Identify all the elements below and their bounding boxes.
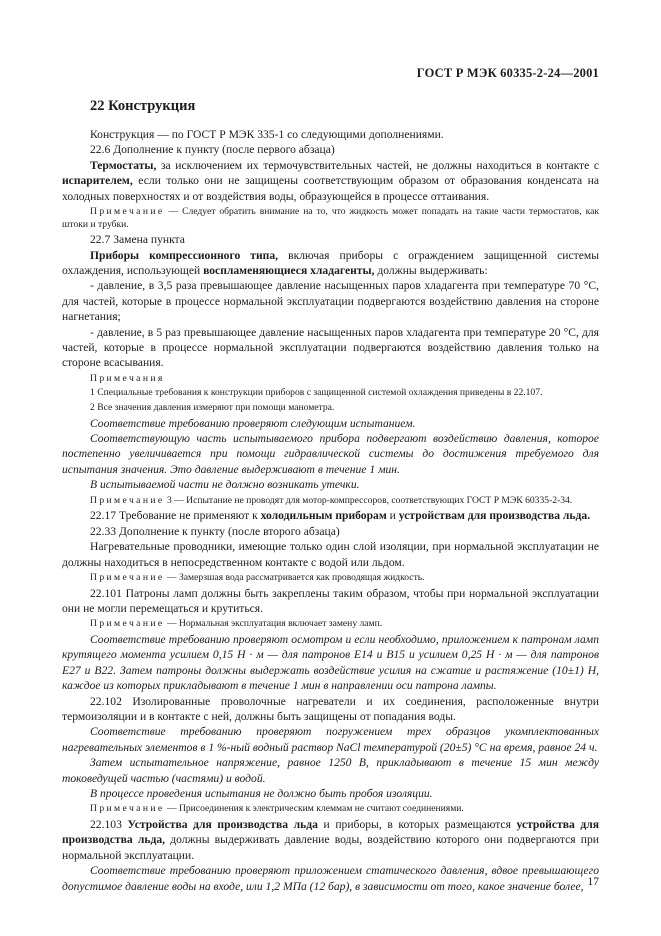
note-6: Примечание — Нормальная эксплуатация включает замену ламп. — [90, 618, 383, 630]
clause-22-101: 22.101 Патроны ламп должны быть закреплены таким образом, чтобы при нормальной эксплуатации они не могли перемещаться и крутиться. — [62, 586, 599, 615]
compliance-result-1: В испытываемой части не должно возникать утечки. — [90, 478, 360, 492]
paragraph-compression-appliances: Приборы компрессионного типа, включая приборы с ограждением защищенной системы охлаждения, использующей воспламеняющиеся хладагенты, должны выдерживать: — [62, 248, 599, 278]
note-1: Примечание — Следует обратить внимание на то, что жидкость может попадать на такие части термостатов, как штоки и трубки. — [62, 206, 599, 230]
paragraph-1: Конструкция — по ГОСТ Р МЭК 335-1 со следующими дополнениями. — [90, 128, 444, 141]
clause-22-103: 22.103 Устройства для производства льда и приборы, в которых размещаются устройства для производства льда, должны выдерживать давление воды, воздействию которого они подвергаются при нормальной эксплуатации. — [62, 817, 599, 862]
page-body — [62, 127, 599, 894]
clause-22-102: 22.102 Изолированные проволочные нагреватели и их соединения, расположенные внутри термоизоляции и в контакте с ней, должны быть защищены от попадания воды. — [62, 694, 599, 723]
compliance-static-pressure: Соответствие требованию проверяют приложением статического давления, вдвое превышающего допустимое давление воды на входе, или 1,2 МПа (12 бар), в зависимости от того, какое значение более, — [62, 864, 599, 893]
clause-22-17: 22.17 Требование не применяют к холодильным приборам и устройствам для производства льда. — [90, 509, 591, 523]
notes-label: Примечания — [90, 372, 165, 384]
paragraph-thermostats: Термостаты, за исключением их термочувствительных частей, не должны находиться в контакте с испарителем, если только они не защищены соответствующим образом от образования конденсата на холодных поверхностях и от воздействия воды, образующейся в процессе оттаивания. — [62, 158, 599, 203]
compliance-lampholders: Соответствие требованию проверяют осмотром и если необходимо, приложением к патронам ламп крутящего момента усилием 0,15 Н · м — для патронов Е14 и В15 и усилием 0,25 Н · м — для патронов Е27 и В22. Затем патроны должны выдержать воздействие усилия на сжатие и растяжение (10±1) Н, каждое из которых прикладывают в течение 1 мин в направлении оси патрона лампы. — [62, 632, 599, 693]
paragraph-pressure-20: - давление, в 5 раз превышающее давление насыщенных паров хладагента при температуре 20 °С, для частей, которые в процессе нормальной эксплуатации подвергаются воздействию давления только на стороне всасывания. — [62, 325, 599, 370]
compliance-immersion: Соответствие требованию проверяют погружением трех образцов укомплектованных нагревательных элементов в 1 %-ный водный раствор NaCl температурой (20±5) °С на время, равное 24 ч. — [62, 725, 599, 754]
note-2: 1 Специальные требования к конструкции приборов с защищенной системой охлаждения приведены в 22.107. — [90, 387, 543, 399]
note-5: Примечание — Замерзшая вода рассматривается как проводящая жидкость. — [90, 571, 425, 583]
paragraph-heating-conductors: Нагревательные проводники, имеющие только один слой изоляции, при нормальной эксплуатации не должны находиться в непосредственном контакте с водой или льдом. — [62, 540, 599, 569]
clause-22-33-heading: 22.33 Дополнение к пункту (после второго абзаца) — [90, 524, 340, 538]
note-4: Примечание 3 — Испытание не проводят для мотор-компрессоров, соответствующих ГОСТ Р МЭК 60335-2-34. — [90, 494, 573, 506]
page-number: 17 — [587, 876, 599, 888]
compliance-check-1: Соответствие требованию проверяют следующим испытанием. — [90, 416, 416, 430]
paragraph-pressure-70: - давление, в 3,5 раза превышающее давление насыщенных паров хладагента при температуре 70 °С, для частей, которые в процессе нормальной эксплуатации подвергаются воздействию давления на стороне нагнетания; — [62, 279, 599, 324]
note-7: Примечание — Присоединения к электрическим клеммам не считают соединениями. — [90, 803, 464, 815]
compliance-test-1: Соответствующую часть испытываемого прибора подвергают воздействию давления, которое постепенно увеличивается при помощи гидравлической системы до достижения требуемого для испытания значения. Это давление выдерживают в течение 1 мин. — [62, 432, 599, 476]
section-title: 22 Конструкция — [90, 98, 196, 114]
standard-header: ГОСТ Р МЭК 60335-2-24—2001 — [416, 66, 599, 80]
compliance-voltage: Затем испытательное напряжение, равное 1250 В, прикладывают в течение 15 мин между токоведущей частью (частями) и водой. — [62, 756, 599, 785]
clause-22-7-heading: 22.7 Замена пункта — [90, 233, 185, 247]
clause-22-6-heading: 22.6 Дополнение к пункту (после первого абзаца) — [90, 143, 335, 157]
compliance-no-breakdown: В процессе проведения испытания не должно быть пробоя изоляции. — [90, 786, 433, 800]
note-3: 2 Все значения давления измеряют при помощи манометра. — [90, 402, 335, 414]
